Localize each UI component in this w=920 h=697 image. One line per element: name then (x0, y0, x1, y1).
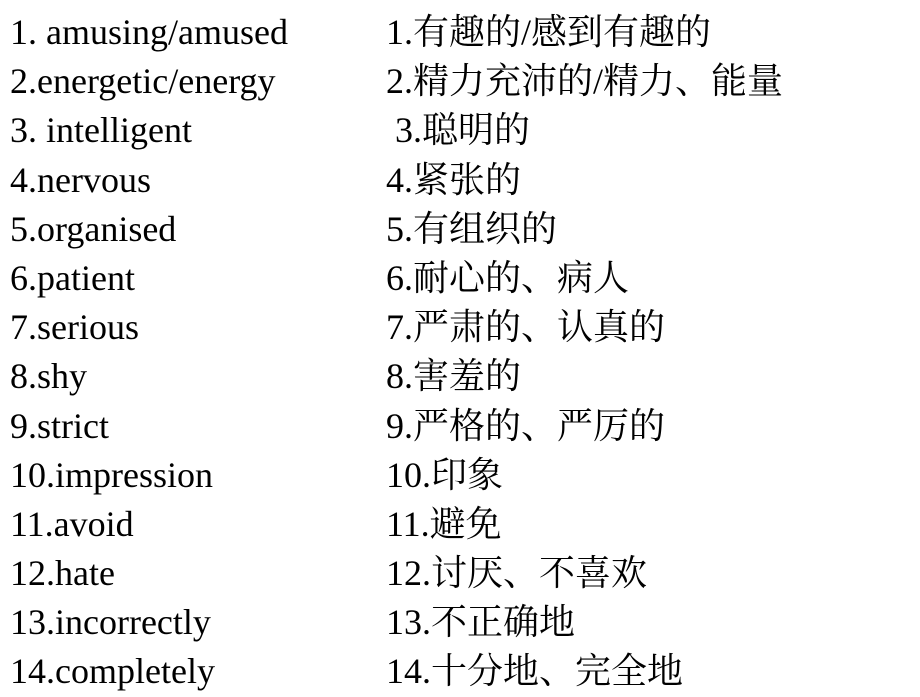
chinese-meaning: 6.耐心的、病人 (386, 257, 630, 298)
vocab-row-12 (0, 549, 920, 598)
vocab-row-8 (0, 352, 920, 401)
vocab-row-4 (0, 156, 920, 205)
vocab-row-7 (0, 303, 920, 352)
english-term: 1. amusing/amused (10, 12, 288, 52)
vocab-row-9 (0, 402, 920, 451)
chinese-meaning: 11.避免 (386, 503, 502, 544)
chinese-meaning: 7.严肃的、认真的 (386, 307, 666, 348)
english-term: 10.impression (10, 454, 213, 495)
vocab-row-2 (0, 57, 920, 106)
english-term: 5.organised (10, 208, 177, 249)
vocab-row-13 (0, 598, 920, 647)
english-term: 14.completely (10, 651, 215, 692)
vocab-row-11 (0, 500, 920, 549)
english-term: 4.nervous (10, 159, 151, 200)
chinese-meaning: 13.不正确地 (386, 602, 576, 643)
english-term: 7.serious (10, 307, 139, 348)
english-term: 9.strict (10, 405, 109, 446)
english-term: 11.avoid (10, 503, 134, 544)
chinese-meaning: 12.讨厌、不喜欢 (386, 553, 648, 594)
english-term: 6.patient (10, 257, 135, 298)
chinese-meaning: 1.有趣的/感到有趣的 (386, 12, 712, 52)
chinese-meaning: 9.严格的、严厉的 (386, 405, 666, 446)
vocab-row-1 (0, 8, 920, 57)
chinese-meaning: 2.精力充沛的/精力、能量 (386, 61, 784, 102)
vocab-row-3 (0, 106, 920, 155)
vocabulary-list (0, 8, 920, 697)
english-term: 13.incorrectly (10, 602, 211, 643)
chinese-meaning: 8.害羞的 (386, 356, 522, 397)
chinese-meaning: 5.有组织的 (386, 208, 558, 249)
vocab-row-14 (0, 647, 920, 696)
vocab-row-5 (0, 205, 920, 254)
english-term: 3. intelligent (10, 110, 192, 151)
english-term: 12.hate (10, 553, 115, 594)
english-term: 2.energetic/energy (10, 61, 276, 102)
chinese-meaning: 14.十分地、完全地 (386, 651, 684, 692)
chinese-meaning: 10.印象 (386, 454, 504, 495)
chinese-meaning: 3.聪明的 (386, 110, 531, 151)
vocab-row-6 (0, 254, 920, 303)
chinese-meaning: 4.紧张的 (386, 159, 522, 200)
vocab-row-10 (0, 451, 920, 500)
english-term: 8.shy (10, 356, 88, 397)
